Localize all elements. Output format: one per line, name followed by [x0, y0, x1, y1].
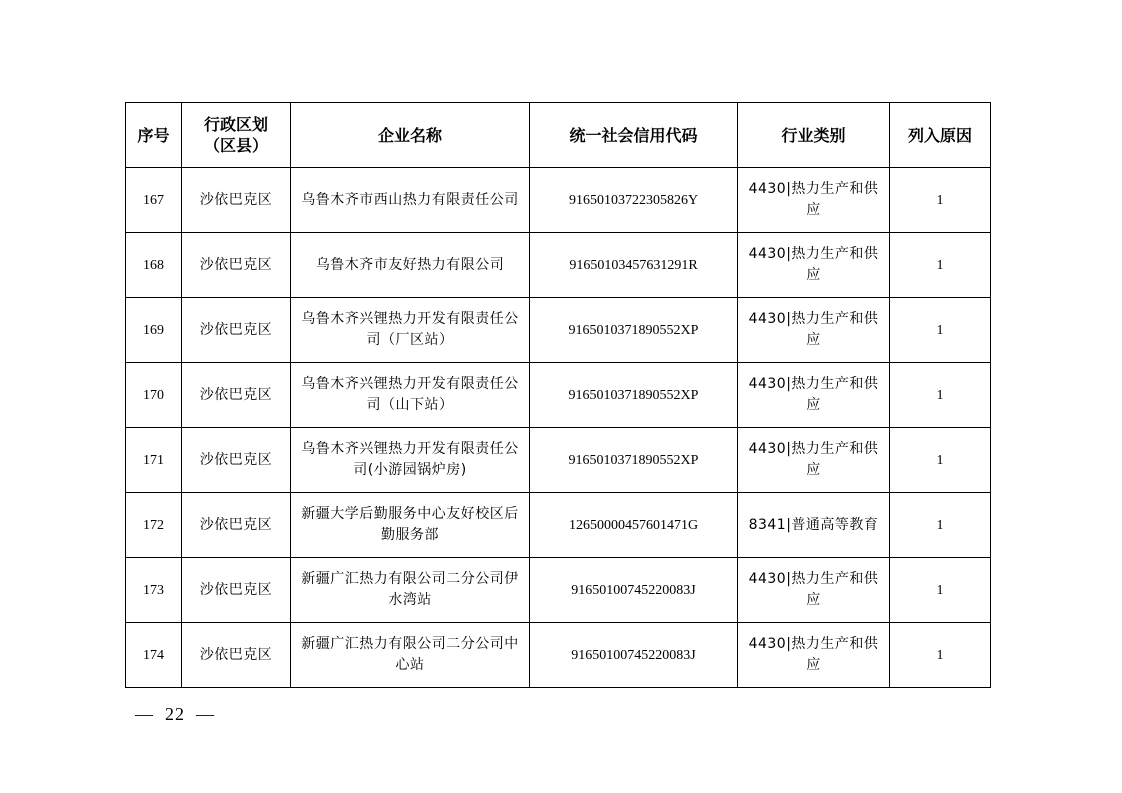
- cell-name: 新疆广汇热力有限公司二分公司伊水湾站: [291, 558, 530, 623]
- header-reason: 列入原因: [890, 103, 991, 168]
- cell-reason: 1: [890, 363, 991, 428]
- cell-code: 12650000457601471G: [530, 493, 738, 558]
- cell-seq: 174: [126, 623, 182, 688]
- cell-district: 沙依巴克区: [182, 428, 291, 493]
- table-row: [126, 363, 991, 428]
- cell-district: 沙依巴克区: [182, 298, 291, 363]
- cell-reason: 1: [890, 493, 991, 558]
- cell-code: 9165010371890552XP: [530, 298, 738, 363]
- cell-name: 乌鲁木齐兴锂热力开发有限责任公司(小游园锅炉房): [291, 428, 530, 493]
- cell-reason: 1: [890, 428, 991, 493]
- cell-industry: 8341|普通高等教育: [738, 493, 890, 558]
- cell-name: 乌鲁木齐市友好热力有限公司: [291, 233, 530, 298]
- cell-code: 9165010371890552XP: [530, 363, 738, 428]
- cell-reason: 1: [890, 298, 991, 363]
- cell-name: 新疆大学后勤服务中心友好校区后勤服务部: [291, 493, 530, 558]
- cell-district: 沙依巴克区: [182, 623, 291, 688]
- header-district-line1: 行政区划: [203, 115, 268, 134]
- cell-seq: 172: [126, 493, 182, 558]
- cell-seq: 168: [126, 233, 182, 298]
- cell-name: 乌鲁木齐兴锂热力开发有限责任公司（厂区站）: [291, 298, 530, 363]
- cell-industry: 4430|热力生产和供应: [738, 623, 890, 688]
- cell-industry: 4430|热力生产和供应: [738, 428, 890, 493]
- header-code: 统一社会信用代码: [530, 103, 738, 168]
- header-name: 企业名称: [291, 103, 530, 168]
- cell-name: 乌鲁木齐市西山热力有限责任公司: [291, 168, 530, 233]
- cell-reason: 1: [890, 558, 991, 623]
- cell-seq: 173: [126, 558, 182, 623]
- cell-seq: 170: [126, 363, 182, 428]
- table-row: [126, 428, 991, 493]
- cell-seq: 171: [126, 428, 182, 493]
- cell-code: 91650103457631291R: [530, 233, 738, 298]
- cell-reason: 1: [890, 168, 991, 233]
- cell-industry: 4430|热力生产和供应: [738, 168, 890, 233]
- header-district-line2: （区县）: [203, 136, 268, 155]
- cell-district: 沙依巴克区: [182, 558, 291, 623]
- cell-industry: 4430|热力生产和供应: [738, 558, 890, 623]
- cell-district: 沙依巴克区: [182, 493, 291, 558]
- table-row: [126, 623, 991, 688]
- cell-reason: 1: [890, 233, 991, 298]
- cell-seq: 167: [126, 168, 182, 233]
- cell-code: 91650100745220083J: [530, 623, 738, 688]
- table-row: [126, 168, 991, 233]
- page-number: — 22 —: [135, 704, 215, 724]
- cell-code: 91650100745220083J: [530, 558, 738, 623]
- cell-district: 沙依巴克区: [182, 363, 291, 428]
- cell-seq: 169: [126, 298, 182, 363]
- header-district: [182, 103, 291, 168]
- cell-name: 新疆广汇热力有限公司二分公司中心站: [291, 623, 530, 688]
- cell-district: 沙依巴克区: [182, 168, 291, 233]
- enterprise-table: [125, 102, 991, 688]
- table-row: [126, 233, 991, 298]
- cell-code: 9165010371890552XP: [530, 428, 738, 493]
- cell-district: 沙依巴克区: [182, 233, 291, 298]
- table-header-row: [126, 103, 991, 168]
- cell-reason: 1: [890, 623, 991, 688]
- cell-industry: 4430|热力生产和供应: [738, 363, 890, 428]
- table-row: [126, 493, 991, 558]
- header-seq: 序号: [126, 103, 182, 168]
- cell-industry: 4430|热力生产和供应: [738, 233, 890, 298]
- table-row: [126, 298, 991, 363]
- cell-code: 91650103722305826Y: [530, 168, 738, 233]
- cell-name: 乌鲁木齐兴锂热力开发有限责任公司（山下站）: [291, 363, 530, 428]
- table-row: [126, 558, 991, 623]
- cell-industry: 4430|热力生产和供应: [738, 298, 890, 363]
- header-industry: 行业类别: [738, 103, 890, 168]
